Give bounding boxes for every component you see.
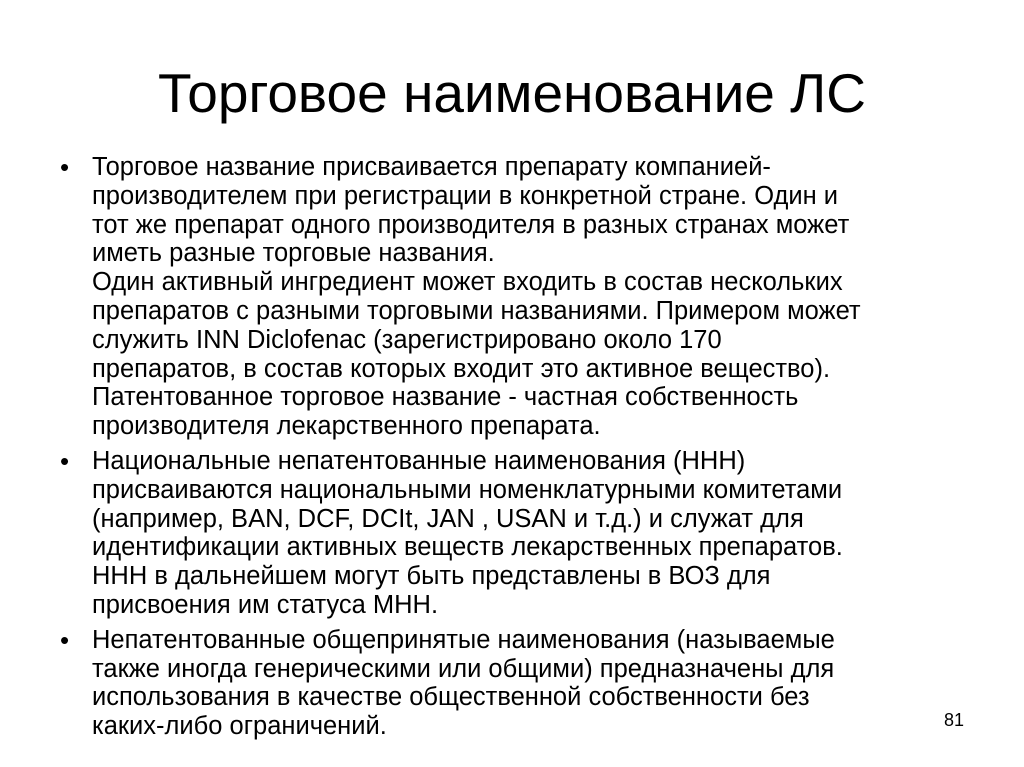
bullet-item	[60, 447, 980, 620]
bullet-list	[60, 153, 980, 747]
bullet-marker: •	[60, 624, 70, 655]
bullet-marker: •	[60, 445, 70, 476]
bullet-text: Непатентованные общепринятые наименования (называемые также иногда генерическими или общими) предназначены для использования в качестве общественной собственности без каких-либо ограничений.	[92, 625, 835, 741]
page-number: 81	[944, 710, 965, 730]
bullet-text: Национальные непатентованные наименования (ННН) присваиваются национальными номенклатурными комитетами (например, BAN, DCF, DCIt, JAN , USAN и т.д.) и служат для идентификации активных веществ лекарственных препаратов. ННН в дальнейшем могут быть представлены в ВОЗ для присвоения им статуса МНН.	[92, 446, 843, 619]
bullet-text: Торговое название присваивается препарату компанией- производителем при регистрации в конкретной стране. Один и тот же препарат одного производителя в разных странах может иметь разные торговые названия. Один активный ингредиент может входить в состав нескольких препаратов с разными торговыми названиями. Примером может служить INN Diclofenac (зарегистрировано около 170 препаратов, в состав которых входит это активное вещество). Патентованное торговое название - частная собственность производителя лекарственного препарата.	[92, 153, 861, 441]
bullet-marker: •	[60, 152, 70, 182]
bullet-item	[60, 153, 980, 441]
slide-title: Торговое наименование ЛС	[158, 62, 866, 124]
bullet-item	[60, 626, 980, 741]
